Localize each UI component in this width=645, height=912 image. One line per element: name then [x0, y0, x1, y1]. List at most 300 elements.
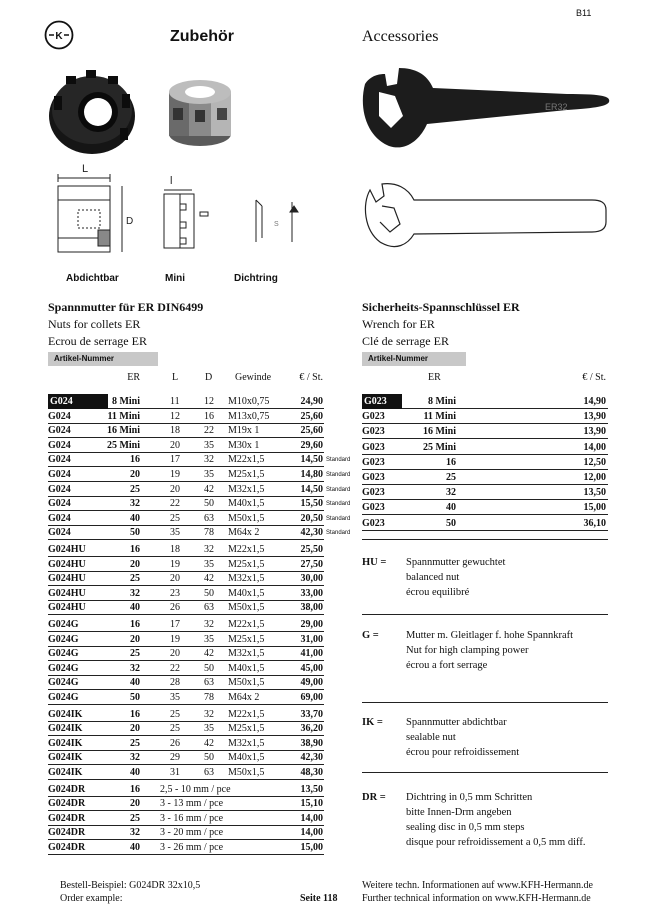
cell-art: G024HU	[48, 573, 86, 585]
cell-d: 12	[204, 396, 214, 407]
cell-p: 25,60	[300, 425, 323, 437]
legend-line: écrou equilibré	[406, 587, 470, 598]
cell-l: 11	[170, 396, 180, 407]
cell-l: 31	[170, 767, 180, 778]
cell-art: G023	[362, 426, 385, 438]
cell-p: 13,90	[583, 411, 606, 423]
cell-er: 40	[130, 767, 140, 778]
cell-th: M50x1,5	[228, 767, 265, 778]
legend-divider	[362, 772, 608, 773]
cell-p: 29,60	[300, 439, 323, 451]
nuts-row	[48, 511, 351, 526]
cell-art: G024	[48, 527, 71, 539]
cell-art: G024DR	[48, 812, 86, 824]
cell-art: G024DR	[48, 842, 86, 853]
standard-tag: Standard	[326, 486, 351, 493]
nuts-row	[48, 661, 324, 676]
nuts-dr-row	[48, 825, 324, 840]
wrench-row	[362, 440, 608, 455]
cell-art: G024	[48, 512, 71, 524]
nuts-row	[48, 736, 324, 751]
legend-code: DR =	[362, 792, 386, 803]
cell-er: 25	[130, 812, 140, 824]
wrench-row	[362, 409, 608, 424]
nuts-row	[48, 750, 324, 765]
cell-er: 20	[130, 798, 140, 810]
cell-er: 16 Mini	[106, 425, 140, 437]
cell-l: 29	[170, 752, 180, 764]
cell-p: 14,80	[300, 469, 323, 480]
cell-art: G024IK	[48, 767, 83, 778]
legend-line: écrou a fort serrage	[406, 660, 488, 671]
drawing-label-dichtring: Dichtring	[234, 273, 278, 284]
kfh-logo	[44, 20, 74, 50]
cell-p: 12,50	[583, 456, 606, 468]
cell-art: G024HU	[48, 544, 86, 555]
cell-l: 22	[170, 662, 180, 674]
cell-th: M64x 2	[228, 527, 260, 539]
cell-er: 16	[130, 454, 140, 466]
nuts-row	[48, 600, 324, 615]
cell-d: 22	[204, 425, 214, 437]
cell-d: 42	[204, 573, 214, 585]
legend-line: Spannmutter abdichtbar	[406, 717, 507, 728]
cell-art: G024	[48, 483, 71, 495]
cell-art: G023	[362, 456, 385, 468]
cell-art: G024DR	[48, 798, 86, 810]
cell-th: M40x1,5	[228, 662, 265, 674]
header-er: ER	[127, 372, 140, 383]
cell-th: M13x0,75	[228, 410, 270, 422]
cell-range: 3 - 20 mm / pce	[160, 827, 224, 839]
nuts-dr-row	[48, 811, 324, 826]
svg-text:l: l	[170, 175, 173, 187]
drawing-label-mini: Mini	[165, 273, 185, 284]
cell-art: G024	[48, 394, 108, 409]
cell-er: 50	[446, 517, 456, 529]
cell-art: G024DR	[48, 783, 86, 795]
cell-p: 14,00	[300, 812, 323, 824]
svg-text:D: D	[126, 216, 134, 227]
cell-p: 69,00	[300, 692, 323, 703]
cell-er: 40	[130, 842, 140, 853]
nut-photo-large	[46, 66, 138, 158]
standard-tag: Standard	[326, 530, 351, 537]
cell-er: 8 Mini	[427, 396, 456, 407]
cell-d: 50	[204, 498, 214, 510]
cell-art: G023	[362, 517, 385, 529]
cell-er: 20	[130, 558, 140, 570]
legend-line: Spannmutter gewuchtet	[406, 557, 506, 568]
nuts-row	[48, 632, 324, 647]
cell-p: 20,50	[300, 512, 323, 524]
cell-l: 20	[170, 573, 180, 585]
cell-art: G024HU	[48, 558, 86, 570]
cell-th: M22x1,5	[228, 454, 265, 466]
cell-art: G023	[362, 472, 385, 483]
cell-l: 20	[170, 648, 180, 660]
cell-range: 3 - 26 mm / pce	[160, 842, 224, 853]
wrench-photo	[357, 66, 615, 152]
wrench-row	[362, 470, 608, 485]
nuts-row	[48, 586, 324, 601]
cell-p: 38,90	[300, 737, 323, 749]
cell-d: 50	[204, 752, 214, 764]
cell-p: 41,00	[300, 648, 323, 660]
cell-th: M19x 1	[228, 425, 260, 437]
cell-art: G023	[362, 394, 402, 409]
nuts-row	[48, 542, 324, 557]
cell-l: 28	[170, 677, 180, 689]
cell-er: 25 Mini	[422, 441, 456, 453]
cell-l: 25	[170, 512, 180, 524]
cell-er: 32	[130, 498, 140, 510]
nuts-dr-row	[48, 782, 324, 797]
legend-line: sealable nut	[406, 732, 456, 743]
cell-d: 42	[204, 483, 214, 495]
cell-er: 16	[130, 783, 140, 795]
cell-l: 35	[170, 527, 180, 539]
cell-art: G024	[48, 498, 71, 510]
cell-er: 16 Mini	[422, 426, 456, 438]
cell-p: 31,00	[300, 633, 323, 645]
nut-photo-mini	[165, 74, 235, 150]
cell-l: 22	[170, 498, 180, 510]
cell-art: G024G	[48, 619, 79, 630]
cell-l: 17	[170, 619, 180, 630]
drawing-label-abdichtbar: Abdichtbar	[66, 273, 119, 284]
legend-line: disque pour refroidissement a 0,5 mm diff.	[406, 837, 586, 848]
cell-l: 26	[170, 602, 180, 614]
legend-line: sealing disc in 0,5 mm steps	[406, 822, 525, 833]
cell-th: M30x 1	[228, 439, 260, 451]
wrench-title-de: Sicherheits-Spannschlüssel ER	[362, 300, 520, 314]
cell-th: M50x1,5	[228, 602, 265, 614]
cell-art: G023	[362, 487, 385, 499]
legend-line: balanced nut	[406, 572, 460, 583]
nuts-row	[48, 690, 324, 705]
nuts-title-en: Nuts for collets ER	[48, 317, 141, 331]
header-thread: Gewinde	[235, 372, 272, 383]
cell-er: 11 Mini	[423, 411, 456, 423]
page-code: B11	[576, 8, 592, 18]
wrench-row	[362, 424, 608, 439]
cell-d: 35	[204, 723, 214, 735]
cell-d: 42	[204, 648, 214, 660]
cell-th: M32x1,5	[228, 737, 265, 749]
wrench-row	[362, 485, 608, 500]
cell-th: M50x1,5	[228, 512, 265, 524]
wrench-engraving: ER32	[545, 102, 568, 112]
nuts-title-fr: Ecrou de serrage ER	[48, 334, 147, 348]
svg-text:S: S	[274, 221, 279, 228]
page-title-de: Zubehör	[170, 28, 234, 45]
cell-th: M25x1,5	[228, 469, 265, 480]
cell-p: 12,00	[583, 472, 606, 483]
order-example-de: Bestell-Beispiel: G024DR 32x10,5	[60, 880, 201, 891]
cell-p: 33,00	[300, 587, 323, 599]
legend-line: bitte Innen-Drm angeben	[406, 807, 512, 818]
cell-p: 36,10	[583, 517, 606, 529]
footer-info-de: Weitere techn. Informationen auf www.KFH-Hermann.de	[362, 880, 593, 891]
cell-art: G024	[48, 410, 71, 422]
cell-p: 42,30	[300, 527, 323, 539]
cell-er: 25	[130, 483, 140, 495]
drawing-dichtring	[250, 196, 310, 246]
cell-er: 32	[130, 587, 140, 599]
cell-d: 50	[204, 662, 214, 674]
cell-th: M22x1,5	[228, 544, 265, 555]
cell-art: G023	[362, 441, 385, 453]
nuts-row	[48, 557, 324, 572]
cell-th: M32x1,5	[228, 648, 265, 660]
nuts-row	[48, 646, 324, 661]
cell-p: 14,00	[583, 441, 606, 453]
cell-er: 32	[130, 827, 140, 839]
cell-th: M25x1,5	[228, 723, 265, 735]
cell-th: M22x1,5	[228, 708, 265, 720]
cell-er: 16	[130, 619, 140, 630]
cell-er: 25	[130, 648, 140, 660]
cell-er: 50	[130, 692, 140, 703]
cell-l: 19	[170, 558, 180, 570]
cell-art: G024	[48, 469, 71, 480]
nuts-dr-row	[48, 840, 324, 855]
standard-tag: Standard	[326, 472, 351, 478]
legend-divider	[362, 539, 608, 540]
cell-er: 40	[130, 677, 140, 689]
cell-er: 40	[130, 512, 140, 524]
cell-p: 36,20	[300, 723, 323, 735]
footer-info-en: Further technical information on www.KFH-Hermann.de	[362, 893, 591, 904]
nuts-dr-row	[48, 796, 324, 811]
cell-p: 13,50	[300, 783, 323, 795]
cell-er: 20	[130, 723, 140, 735]
cell-d: 32	[204, 544, 214, 555]
header-l: L	[172, 372, 179, 383]
cell-er: 11 Mini	[107, 410, 140, 422]
cell-art: G024G	[48, 692, 79, 703]
cell-p: 30,00	[300, 573, 323, 585]
cell-er: 50	[130, 527, 140, 539]
cell-er: 20	[130, 469, 140, 480]
svg-text:K: K	[55, 31, 63, 42]
legend-line: Dichtring in 0,5 mm Schritten	[406, 792, 533, 803]
drawing-wrench	[360, 180, 610, 254]
legend-code: G =	[362, 630, 379, 641]
standard-tag: Standard	[326, 515, 351, 522]
cell-p: 29,00	[300, 619, 323, 630]
wrench-row	[362, 500, 608, 515]
cell-er: 16	[130, 708, 140, 720]
cell-range: 3 - 13 mm / pce	[160, 798, 224, 810]
cell-p: 14,90	[583, 396, 606, 407]
cell-er: 40	[446, 502, 456, 514]
cell-d: 32	[204, 454, 214, 466]
cell-p: 42,30	[300, 752, 323, 764]
cell-art: G024HU	[48, 602, 86, 614]
cell-d: 16	[204, 410, 214, 422]
drawing-mini	[160, 174, 220, 254]
cell-l: 17	[170, 454, 180, 466]
nuts-row	[48, 452, 351, 467]
cell-er: 25	[130, 573, 140, 585]
cell-d: 78	[204, 692, 214, 703]
order-example-en: Order example:	[60, 893, 123, 904]
cell-l: 20	[170, 439, 180, 451]
cell-th: M32x1,5	[228, 483, 265, 495]
nuts-row	[48, 525, 351, 540]
cell-th: M25x1,5	[228, 558, 265, 570]
nuts-row	[48, 409, 324, 424]
cell-th: M40x1,5	[228, 752, 265, 764]
header-price: € / St.	[299, 372, 323, 383]
cell-art: G023	[362, 502, 385, 514]
cell-art: G024	[48, 454, 71, 466]
cell-d: 78	[204, 527, 214, 539]
cell-th: M40x1,5	[228, 587, 265, 599]
nuts-row	[48, 617, 324, 632]
cell-art: G024IK	[48, 708, 83, 720]
wrench-table	[362, 394, 608, 534]
nuts-row	[48, 721, 324, 736]
cell-p: 15,50	[300, 498, 323, 510]
wrench-title-fr: Clé de serrage ER	[362, 334, 449, 348]
cell-l: 25	[170, 723, 180, 735]
legend-divider	[362, 702, 608, 703]
cell-art: G024	[48, 439, 71, 451]
svg-text:L: L	[82, 163, 89, 175]
cell-art: G024G	[48, 648, 79, 660]
cell-p: 14,50	[300, 483, 323, 495]
cell-range: 3 - 16 mm / pce	[160, 812, 224, 824]
cell-p: 48,30	[300, 767, 323, 778]
legend-line: Nut for high clamping power	[406, 645, 529, 656]
cell-range: 2,5 - 10 mm / pce	[160, 783, 231, 795]
cell-l: 19	[170, 469, 180, 480]
cell-er: 25	[446, 472, 456, 483]
wrench-header-price: € / St.	[582, 372, 606, 383]
wrench-row	[362, 516, 608, 531]
cell-p: 13,50	[583, 487, 606, 499]
cell-p: 25,50	[300, 544, 323, 555]
cell-art: G024G	[48, 633, 79, 645]
wrench-header-er: ER	[428, 372, 441, 383]
cell-d: 63	[204, 512, 214, 524]
cell-er: 16	[446, 456, 456, 468]
cell-art: G024IK	[48, 752, 83, 764]
legend-code: IK =	[362, 717, 383, 728]
cell-l: 19	[170, 633, 180, 645]
cell-d: 42	[204, 737, 214, 749]
cell-er: 8 Mini	[111, 396, 140, 407]
wrench-row	[362, 455, 608, 470]
nuts-row	[48, 571, 324, 586]
nuts-row	[48, 496, 351, 511]
cell-art: G024HU	[48, 587, 86, 599]
cell-p: 15,00	[583, 502, 606, 514]
cell-d: 35	[204, 469, 214, 480]
cell-l: 20	[170, 483, 180, 495]
cell-art: G024G	[48, 677, 79, 689]
cell-l: 25	[170, 708, 180, 720]
cell-th: M64x 2	[228, 692, 260, 703]
cell-l: 23	[170, 587, 180, 599]
nuts-table	[48, 394, 358, 854]
nuts-row	[48, 394, 324, 409]
wrench-article-number-badge: Artikel-Nummer	[362, 352, 466, 366]
cell-th: M40x1,5	[228, 498, 265, 510]
nuts-row	[48, 467, 351, 482]
cell-p: 15,10	[300, 798, 323, 810]
cell-art: G024IK	[48, 737, 83, 749]
cell-l: 26	[170, 737, 180, 749]
cell-d: 63	[204, 602, 214, 614]
page-number: Seite 118	[300, 893, 338, 904]
cell-er: 16	[130, 544, 140, 555]
nuts-row	[48, 423, 324, 438]
cell-er: 25 Mini	[106, 439, 140, 451]
standard-tag: Standard	[326, 501, 351, 508]
cell-art: G024G	[48, 662, 79, 674]
cell-l: 12	[170, 410, 180, 422]
cell-d: 32	[204, 619, 214, 630]
legend-divider	[362, 614, 608, 615]
cell-p: 14,00	[300, 827, 323, 839]
cell-l: 18	[170, 425, 180, 437]
legend-code: HU =	[362, 557, 387, 568]
cell-er: 20	[130, 633, 140, 645]
cell-p: 13,90	[583, 426, 606, 438]
article-number-badge: Artikel-Nummer	[48, 352, 158, 366]
cell-d: 50	[204, 587, 214, 599]
cell-th: M32x1,5	[228, 573, 265, 585]
cell-art: G024	[48, 425, 71, 437]
wrench-row	[362, 394, 608, 409]
nuts-row	[48, 707, 324, 722]
cell-er: 32	[130, 662, 140, 674]
cell-art: G024DR	[48, 827, 86, 839]
standard-tag: Standard	[326, 457, 351, 464]
cell-er: 25	[130, 737, 140, 749]
cell-th: M50x1,5	[228, 677, 265, 689]
nuts-row	[48, 765, 324, 780]
cell-d: 35	[204, 633, 214, 645]
cell-p: 25,60	[300, 410, 323, 422]
cell-art: G024IK	[48, 723, 83, 735]
cell-er: 32	[130, 752, 140, 764]
drawing-abdichtbar	[48, 160, 148, 270]
cell-er: 32	[446, 487, 456, 499]
nuts-row	[48, 438, 324, 453]
cell-p: 33,70	[300, 708, 323, 720]
cell-p: 27,50	[300, 558, 323, 570]
cell-p: 24,90	[300, 396, 323, 407]
cell-d: 35	[204, 439, 214, 451]
cell-l: 18	[170, 544, 180, 555]
cell-art: G023	[362, 411, 385, 423]
cell-p: 15,00	[300, 842, 323, 853]
cell-d: 63	[204, 677, 214, 689]
cell-er: 40	[130, 602, 140, 614]
nuts-row	[48, 482, 351, 497]
cell-d: 32	[204, 708, 214, 720]
nuts-title-de: Spannmutter für ER DIN6499	[48, 300, 204, 314]
cell-p: 14,50	[300, 454, 323, 466]
legend-line: Mutter m. Gleitlager f. hohe Spannkraft	[406, 630, 574, 641]
cell-th: M22x1,5	[228, 619, 265, 630]
cell-d: 63	[204, 767, 214, 778]
